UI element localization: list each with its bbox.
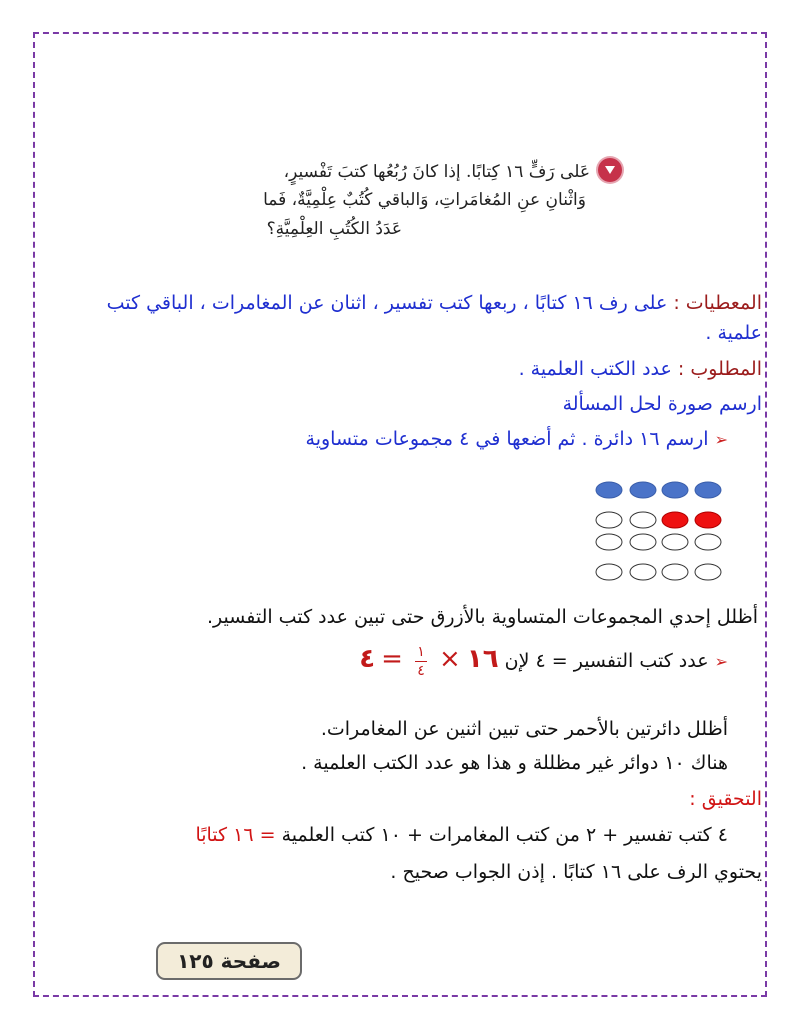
circles-diagram [590, 478, 730, 588]
shade-blue-text: أظلل إحدي المجموعات المتساوية بالأزرق حتى تبين عدد كتب التفسير. [207, 606, 758, 628]
tafsir-equation [359, 644, 728, 678]
question-line-3: عَدَدُ الكُتُبِ العِلْمِيَّةِ؟ [266, 219, 402, 239]
check-part1: ٤ كتب تفسير + ٢ من كتب المغامرات + ١٠ كتب العلمية [281, 824, 728, 846]
page-number-box [156, 942, 302, 980]
circle-blue [662, 482, 688, 498]
required-line [519, 358, 762, 380]
circle-empty [630, 512, 656, 528]
question-line-2: وَاثْنانِ عنِ المُغامَراتِ، وَالباقي كُتُبٌ عِلْمِيَّةٌ، فَما [263, 190, 586, 210]
required-text: عدد الكتب العلمية . [518, 358, 672, 380]
circle-empty [695, 534, 721, 550]
tafsir-eq-result: ٤ [359, 644, 376, 674]
circle-empty [596, 534, 622, 550]
circle-empty [596, 564, 622, 580]
required-label: المطلوب : [677, 358, 762, 380]
circle-blue [695, 482, 721, 498]
circle-blue [630, 482, 656, 498]
tafsir-eq-sixteen: ١٦ [466, 644, 499, 674]
circle-blue [596, 482, 622, 498]
circle-empty [596, 512, 622, 528]
tafsir-eq-lhs: عدد كتب التفسير = ٤ لإن [504, 650, 709, 672]
fraction-denominator: ٤ [417, 663, 425, 679]
page-number-label: صفحة ١٢٥ [177, 949, 281, 973]
check-label: التحقيق : [689, 788, 762, 810]
circle-empty [695, 564, 721, 580]
arrow-bullet-icon: ➢ [714, 430, 728, 449]
tafsir-eq-equals: = [381, 644, 403, 674]
circle-empty [662, 534, 688, 550]
givens-label: المعطيات : [673, 292, 762, 314]
check-part2: = ١٦ كتابًا [195, 824, 276, 846]
check-equation [195, 824, 728, 846]
givens-text: على رف ١٦ كتابًا ، ربعها كتب تفسير ، اثنان عن المغامرات ، الباقي كتب [106, 292, 668, 314]
circle-red [695, 512, 721, 528]
fraction-numerator: ١ [417, 644, 425, 660]
circle-empty [630, 564, 656, 580]
remaining-text: هناك ١٠ دوائر غير مظللة و هذا هو عدد الكتب العلمية . [301, 752, 728, 774]
circle-empty [662, 564, 688, 580]
circle-red [662, 512, 688, 528]
conclusion-text: يحتوي الرف على ١٦ كتابًا . إذن الجواب صحيح . [390, 861, 762, 883]
question-marker-icon [598, 158, 622, 182]
arrow-bullet-icon: ➢ [714, 652, 728, 671]
draw-instruction: ارسم صورة لحل المسألة [562, 393, 762, 415]
givens-continuation: علمية . [705, 322, 762, 344]
shade-red-text: أظلل دائرتين بالأحمر حتى تبين اثنين عن المغامرات. [320, 718, 728, 740]
tafsir-eq-times: × [439, 644, 461, 674]
circle-empty [630, 534, 656, 550]
step1-text: ارسم ١٦ دائرة . ثم أضعها في ٤ مجموعات متساوية [305, 428, 709, 450]
givens-line [107, 292, 762, 314]
fraction-one-quarter [415, 645, 427, 678]
step1-line [306, 428, 728, 450]
question-line-1: عَلى رَفٍّ ١٦ كِتابًا. إذا كانَ رُبُعُها كتبَ تَفْسيرٍ، [283, 162, 590, 182]
